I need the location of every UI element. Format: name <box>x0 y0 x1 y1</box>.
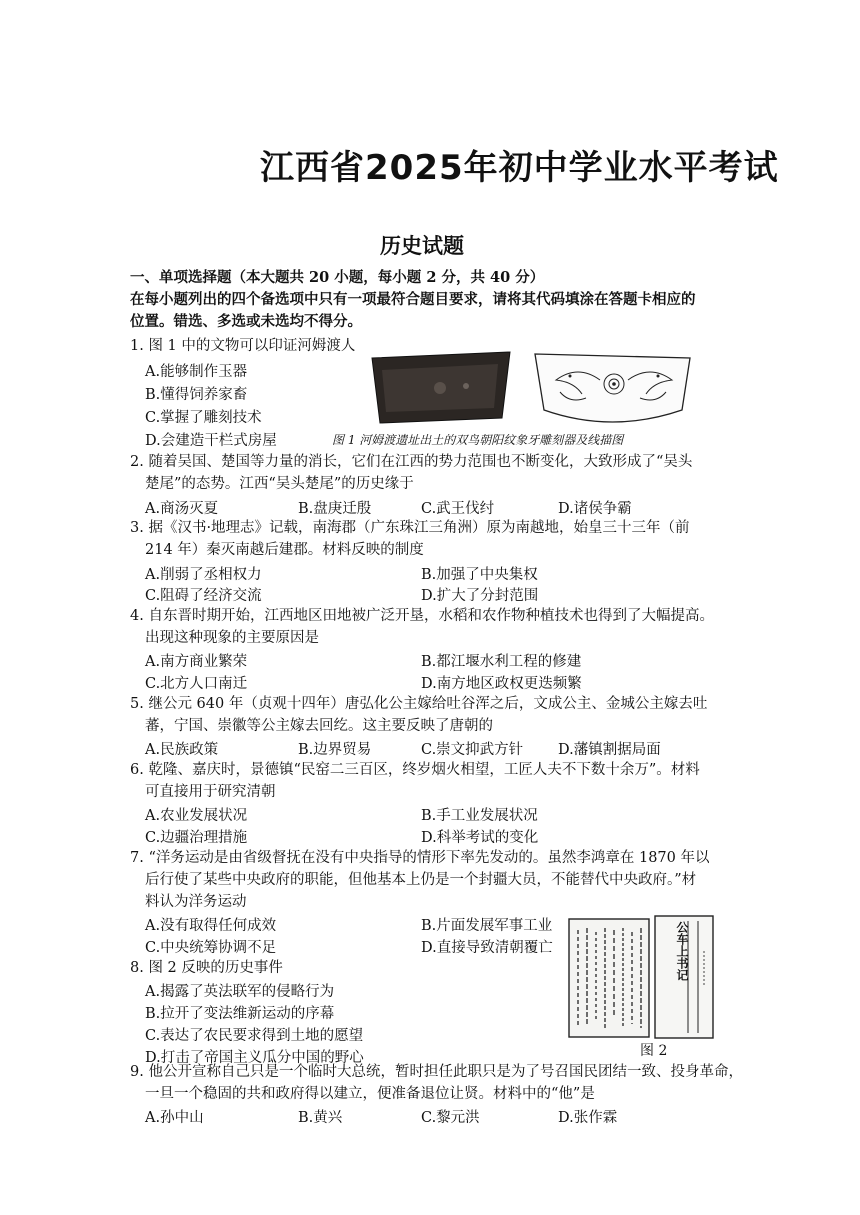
question-1-option-b: B.懂得饲养家畜 <box>145 387 248 403</box>
ivory-carving-line-drawing <box>530 350 695 428</box>
question-5-option-a: A.民族政策 <box>145 742 219 758</box>
question-3-stem: 3. 据《汉书·地理志》记载，南海郡（广东珠江三角洲）原为南越地，始皇三十三年（前 <box>130 520 690 536</box>
question-9-option-c: C.黎元洪 <box>421 1110 480 1126</box>
question-7-stem: 后行使了某些中央政府的职能，但他基本上仍是一个封疆大员，不能替代中央政府。”材 <box>145 872 697 888</box>
document-title-text: 公车上书记 <box>675 921 689 981</box>
question-8-option-c: C.表达了农民要求得到土地的愿望 <box>145 1028 364 1044</box>
question-1-stem: 1. 图 1 中的文物可以印证河姆渡人 <box>130 338 356 354</box>
question-1-option-a: A.能够制作玉器 <box>145 364 248 380</box>
question-8-option-a: A.揭露了英法联军的侵略行为 <box>145 984 335 1000</box>
question-5-stem: 蕃，宁国、崇徽等公主嫁去回纥。这主要反映了唐朝的 <box>145 718 493 734</box>
question-7-stem: 7. “洋务运动是由省级督抚在没有中央指导的情形下率先发动的。虽然李鸿章在 1870 年以 <box>130 850 710 866</box>
document-page-left <box>568 918 650 1038</box>
figure-2-caption: 图 2 <box>640 1043 668 1059</box>
question-6-option-a: A.农业发展状况 <box>145 808 248 824</box>
question-6-option-b: B.手工业发展状况 <box>421 808 538 824</box>
question-5-option-b: B.边界贸易 <box>298 742 372 758</box>
question-3-option-b: B.加强了中央集权 <box>421 567 538 583</box>
question-1-option-d: D.会建造干栏式房屋 <box>145 433 277 449</box>
question-6-stem: 6. 乾隆、嘉庆时，景德镇“民窑二三百区，终岁烟火相望，工匠人夫不下数十余万”。材料 <box>130 762 700 778</box>
question-9-stem: 9. 他公开宣称自己只是一个临时大总统，暂时担任此职只是为了号召国民团结一致、投身革命， <box>130 1064 743 1080</box>
question-2-option-a: A.商汤灭夏 <box>145 501 219 517</box>
question-7-option-d: D.直接导致清朝覆亡 <box>421 940 553 956</box>
question-9-option-d: D.张作霖 <box>558 1110 618 1126</box>
question-6-stem: 可直接用于研究清朝 <box>145 784 276 800</box>
question-7-stem: 料认为洋务运动 <box>145 894 247 910</box>
question-8-option-d: D.打击了帝国主义瓜分中国的野心 <box>145 1050 364 1066</box>
figure-1-caption: 图 1 河姆渡遗址出土的双鸟朝阳纹象牙雕刻器及线描图 <box>332 433 624 447</box>
question-2-option-c: C.武王伐纣 <box>421 501 495 517</box>
question-3-option-a: A.削弱了丞相权力 <box>145 567 262 583</box>
ivory-carving-photo <box>370 350 515 425</box>
question-2-option-d: D.诸侯争霸 <box>558 501 632 517</box>
question-6-option-d: D.科举考试的变化 <box>421 830 539 846</box>
section-heading: 一、单项选择题（本大题共 20 小题，每小题 2 分，共 40 分） <box>130 269 545 286</box>
question-7-option-a: A.没有取得任何成效 <box>145 918 277 934</box>
question-5-option-c: C.崇文抑武方针 <box>421 742 524 758</box>
question-2-stem: 2. 随着吴国、楚国等力量的消长，它们在江西的势力范围也不断变化，大致形成了“吴头 <box>130 454 693 470</box>
question-8-stem: 8. 图 2 反映的历史事件 <box>130 960 283 976</box>
question-5-option-d: D.藩镇割据局面 <box>558 742 661 758</box>
question-7-option-b: B.片面发展军事工业 <box>421 918 553 934</box>
question-4-stem: 4. 自东晋时期开始，江西地区田地被广泛开垦，水稻和农作物种植技术也得到了大幅提高。 <box>130 608 714 624</box>
question-3-option-d: D.扩大了分封范围 <box>421 588 539 604</box>
question-4-option-d: D.南方地区政权更迭频繁 <box>421 676 582 692</box>
section-instruction: 在每小题列出的四个备选项中只有一项最符合题目要求，请将其代码填涂在答题卡相应的 <box>130 291 696 308</box>
question-4-option-b: B.都江堰水利工程的修建 <box>421 654 582 670</box>
question-9-option-a: A.孙中山 <box>145 1110 204 1126</box>
question-9-option-b: B.黄兴 <box>298 1110 343 1126</box>
question-5-stem: 5. 继公元 640 年（贞观十四年）唐弘化公主嫁给吐谷浑之后，文成公主、金城公主嫁去吐 <box>130 696 708 712</box>
question-4-option-a: A.南方商业繁荣 <box>145 654 248 670</box>
question-9-stem: 一旦一个稳固的共和政府得以建立，便准备退位让贤。材料中的“他”是 <box>145 1086 595 1102</box>
question-1-option-c: C.掌握了雕刻技术 <box>145 410 262 426</box>
question-7-option-c: C.中央统筹协调不足 <box>145 940 277 956</box>
question-2-stem: 楚尾”的态势。江西“吴头楚尾”的历史缘于 <box>145 476 414 492</box>
question-2-option-b: B.盘庚迁殷 <box>298 501 372 517</box>
document-page-right <box>654 915 714 1039</box>
question-3-option-c: C.阻碍了经济交流 <box>145 588 262 604</box>
page-title: 江西省2025年初中学业水平考试 <box>260 148 779 188</box>
question-6-option-c: C.边疆治理措施 <box>145 830 248 846</box>
question-4-stem: 出现这种现象的主要原因是 <box>145 630 319 646</box>
page-subtitle: 历史试题 <box>380 234 464 258</box>
question-4-option-c: C.北方人口南迁 <box>145 676 248 692</box>
question-3-stem: 214 年）秦灭南越后建郡。材料反映的制度 <box>145 542 424 558</box>
section-instruction: 位置。错选、多选或未选均不得分。 <box>130 313 362 330</box>
question-8-option-b: B.拉开了变法维新运动的序幕 <box>145 1006 335 1022</box>
